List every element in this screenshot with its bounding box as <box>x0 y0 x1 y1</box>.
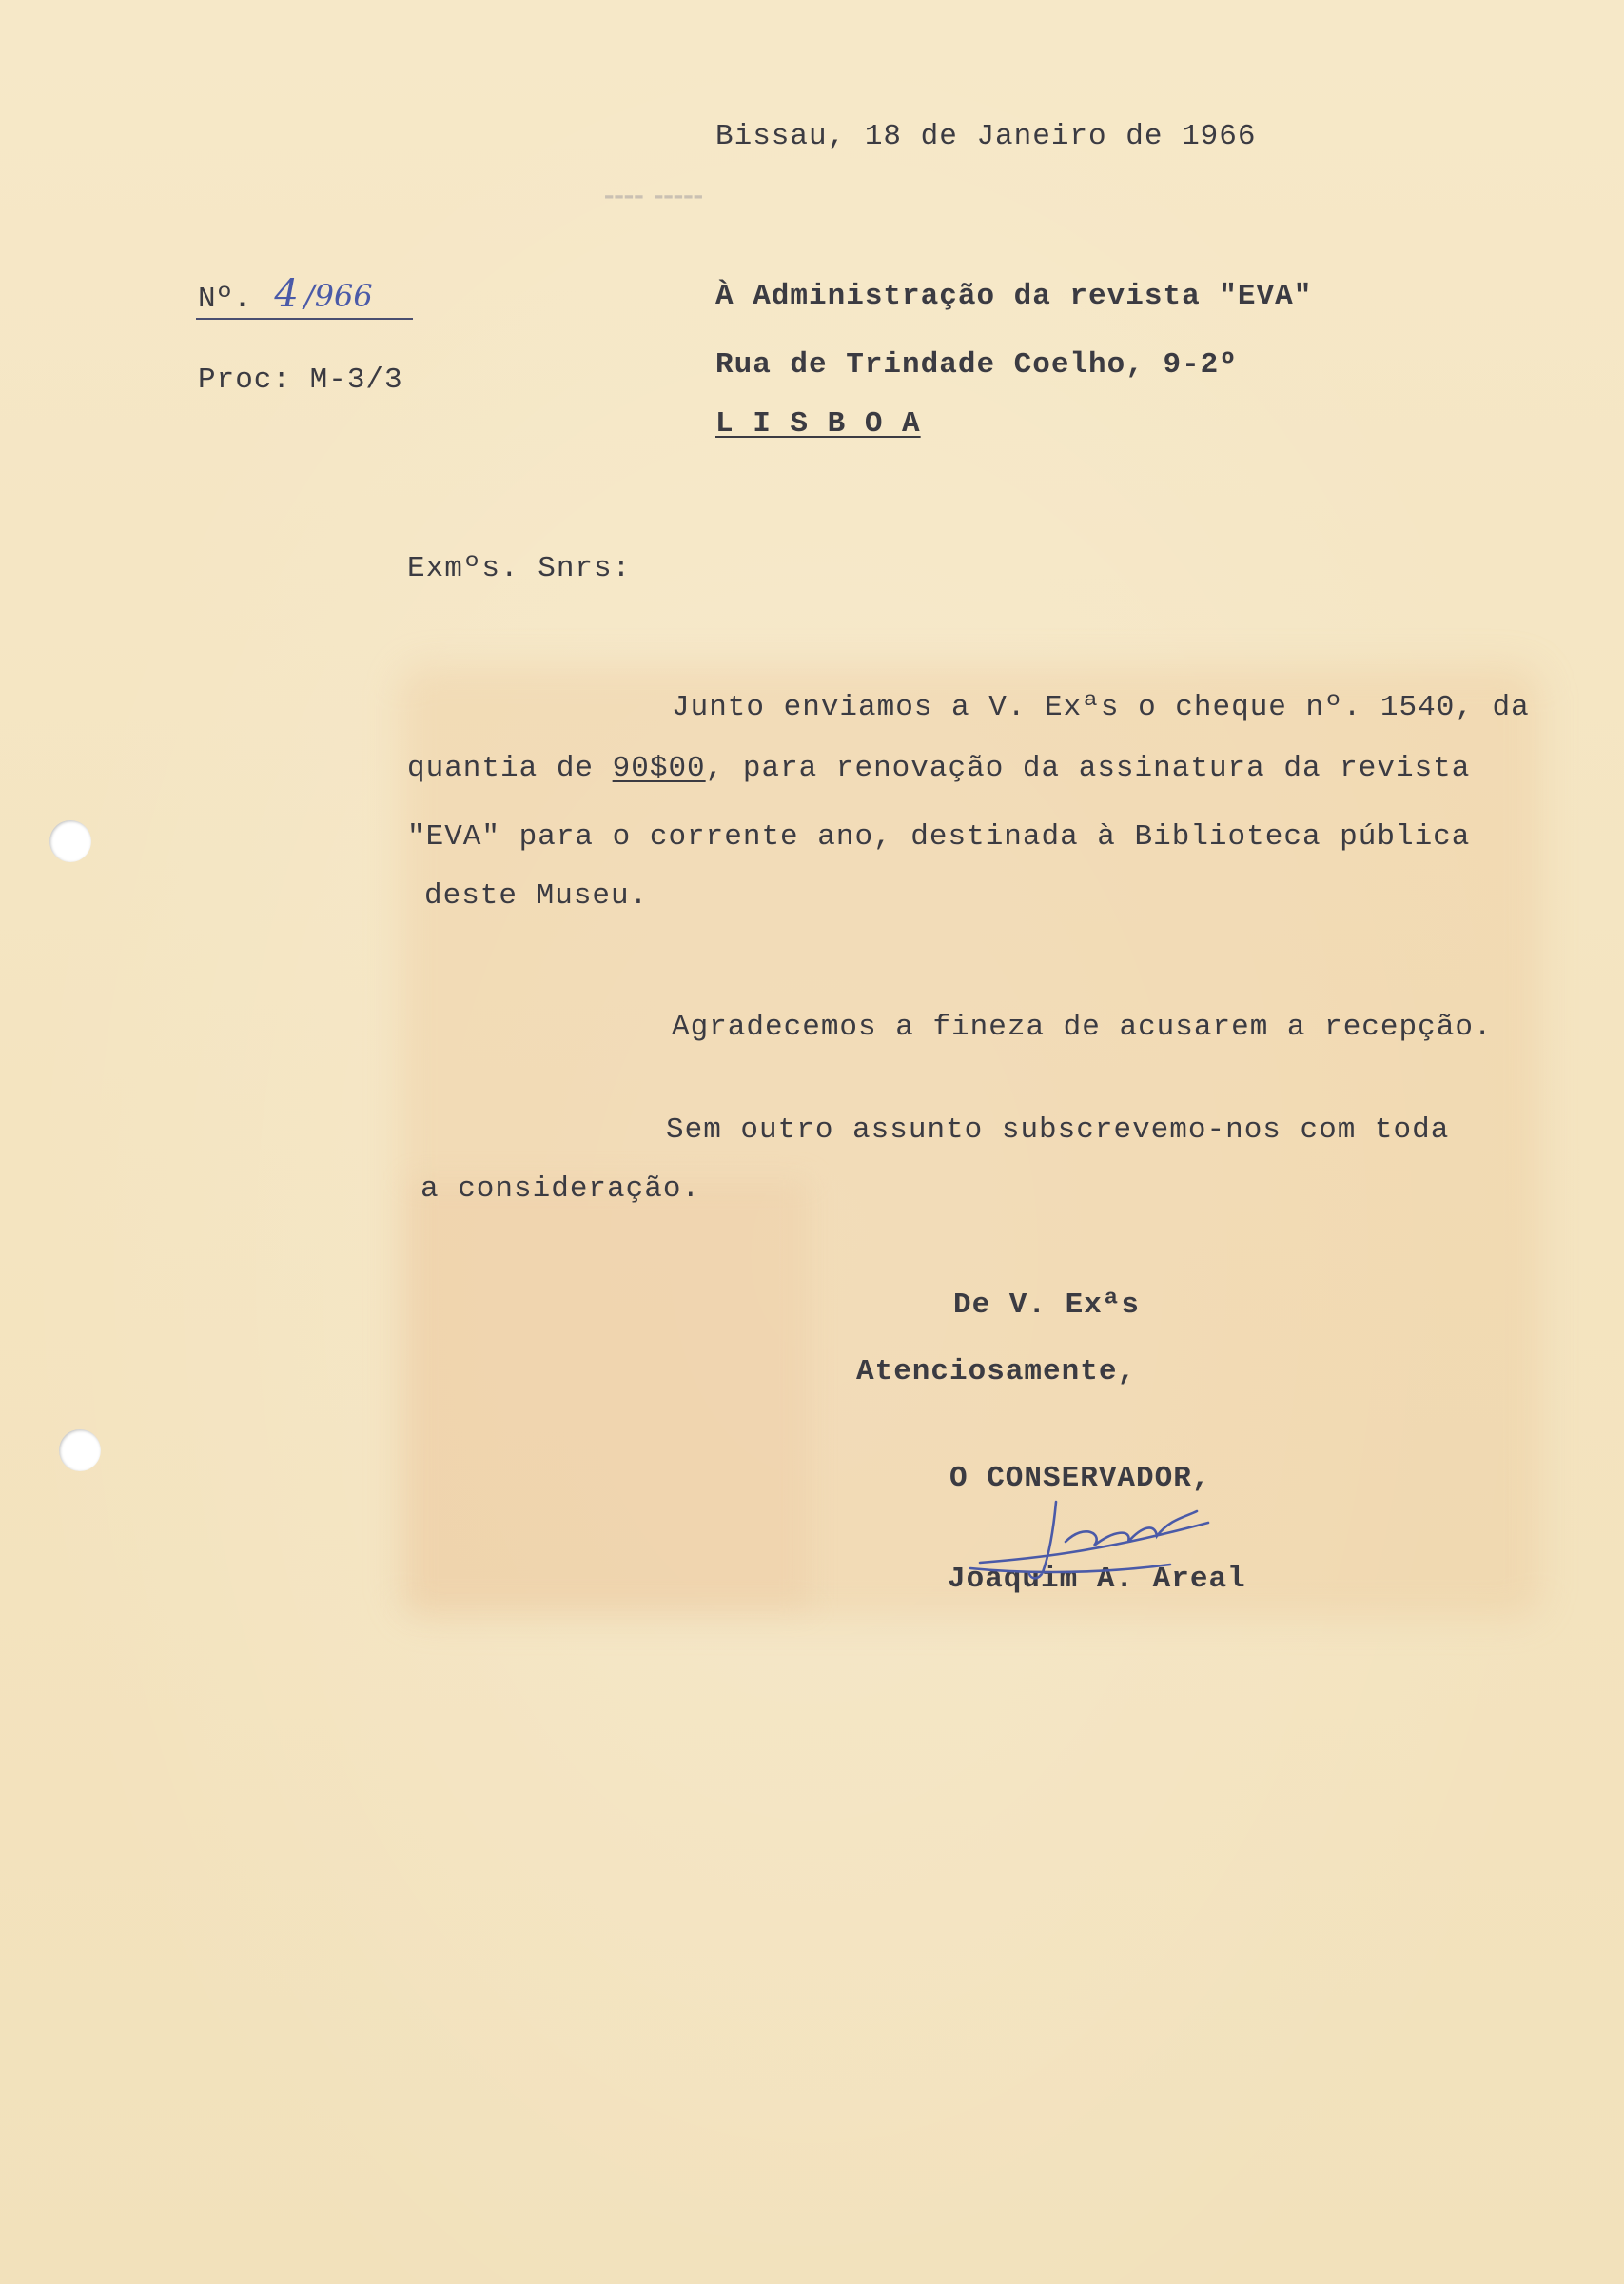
body-p1-line4: deste Museu. <box>424 879 649 913</box>
closing-line-1: De V. Exªs <box>953 1289 1141 1322</box>
signer-name: Joaquim A. Areal <box>948 1563 1246 1596</box>
reference-prefix: Nº. <box>198 283 251 316</box>
body-p3-line2: a consideração. <box>421 1172 701 1206</box>
body-p2: Agradecemos a fineza de acusarem a recepção. <box>672 1011 1493 1044</box>
body-p1-line2-end: , para renovação da assinatura da revista <box>705 752 1471 785</box>
addressee-city: L I S B O A <box>715 407 921 441</box>
addressee-line-2: Rua de Trindade Coelho, 9-2º <box>715 348 1238 382</box>
process-reference: Proc: M-3/3 <box>198 364 403 397</box>
punch-hole-top <box>49 820 91 862</box>
punch-hole-bottom <box>59 1429 101 1471</box>
signature-graphic <box>951 1485 1237 1599</box>
reference-number <box>198 272 373 316</box>
cheque-amount: 90$00 <box>612 752 706 785</box>
body-p1-line2 <box>407 752 1470 785</box>
addressee-line-1: À Administração da revista "EVA" <box>715 280 1313 313</box>
body-p1-line3: "EVA" para o corrente ano, destinada à Biblioteca pública <box>407 820 1471 854</box>
salutation: Exmºs. Snrs: <box>407 552 632 585</box>
closing-line-2: Atenciosamente, <box>856 1355 1137 1388</box>
body-p3-line1: Sem outro assunto subscrevemo-nos com toda <box>666 1113 1450 1147</box>
body-p1-line2-start: quantia de <box>407 752 613 785</box>
faded-stamp-mark: ▬▬▬▬ ▬▬▬▬▬ <box>605 188 705 204</box>
handwritten-signature <box>951 1485 1237 1604</box>
paper-stain-lower <box>409 1180 809 1608</box>
body-p1-line1: Junto enviamos a V. Exªs o cheque nº. 1540, da <box>672 691 1530 724</box>
signer-title: O CONSERVADOR, <box>949 1462 1211 1495</box>
place-date: Bissau, 18 de Janeiro de 1966 <box>715 120 1257 153</box>
signature-stroke <box>970 1502 1208 1578</box>
reference-handwritten-number: 4 <box>274 272 299 316</box>
reference-underline <box>196 318 413 320</box>
reference-year: /966 <box>303 278 373 314</box>
